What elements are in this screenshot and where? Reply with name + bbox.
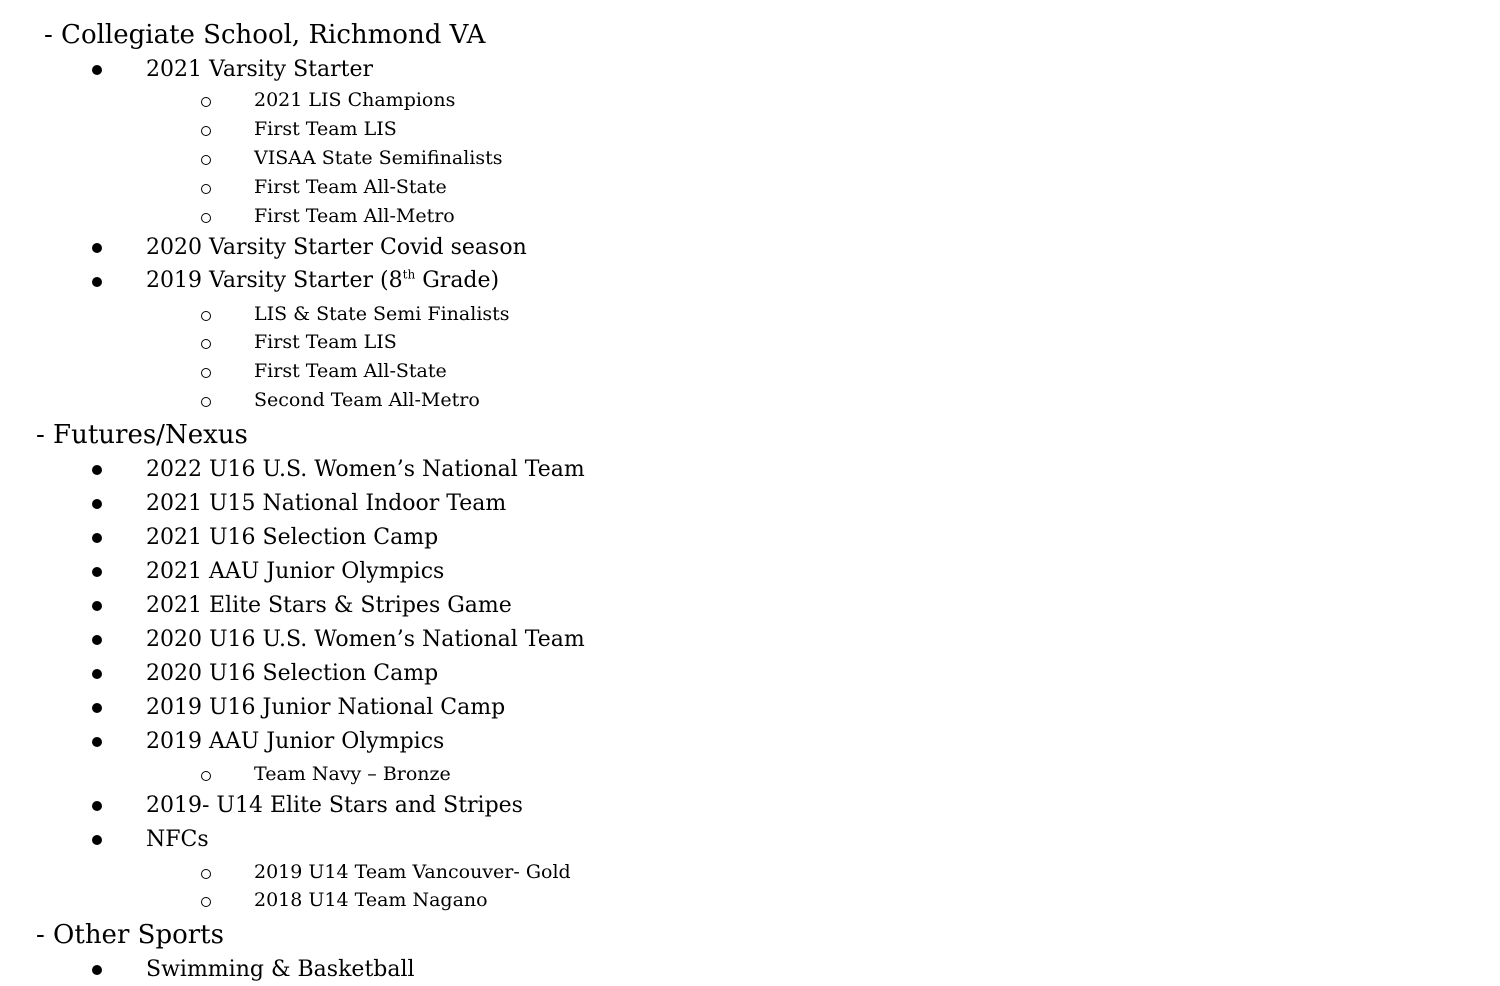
sub-list-item: First Team LIS (254, 331, 397, 353)
section-heading-collegiate: - Collegiate School, Richmond VA (44, 20, 486, 50)
circle-bullet-icon (201, 897, 211, 907)
sub-list-item: 2019 U14 Team Vancouver- Gold (254, 861, 571, 883)
circle-bullet-icon (201, 213, 211, 223)
circle-bullet-icon (201, 771, 211, 781)
circle-bullet-icon (201, 126, 211, 136)
circle-bullet-icon (201, 311, 211, 321)
ordinal-superscript: th (402, 267, 416, 282)
bullet-icon (92, 703, 102, 713)
circle-bullet-icon (201, 368, 211, 378)
list-item-text-after: Grade) (415, 268, 500, 293)
bullet-icon (92, 635, 102, 645)
sub-list-item: 2018 U14 Team Nagano (254, 889, 488, 911)
bullet-icon (92, 465, 102, 475)
list-item: 2020 Varsity Starter Covid season (146, 235, 527, 260)
sub-list-item: First Team All-Metro (254, 205, 455, 227)
sub-list-item: 2021 LIS Champions (254, 89, 456, 111)
list-item: NFCs (146, 827, 209, 852)
bullet-icon (92, 737, 102, 747)
sub-list-item: First Team All-State (254, 176, 447, 198)
bullet-icon (92, 277, 102, 287)
bullet-icon (92, 965, 102, 975)
sub-list-item: Second Team All-Metro (254, 389, 480, 411)
section-heading-other-sports: - Other Sports (36, 920, 224, 950)
section-heading-futures-nexus: - Futures/Nexus (36, 420, 248, 450)
list-item: 2022 U16 U.S. Women’s National Team (146, 457, 585, 482)
list-item: 2020 U16 Selection Camp (146, 661, 439, 686)
bullet-icon (92, 499, 102, 509)
sub-list-item: VISAA State Semifinalists (254, 147, 503, 169)
sub-list-item: Team Navy – Bronze (254, 763, 451, 785)
list-item: 2019- U14 Elite Stars and Stripes (146, 793, 523, 818)
list-item: 2021 AAU Junior Olympics (146, 559, 445, 584)
bullet-icon (92, 601, 102, 611)
list-item: 2021 Elite Stars & Stripes Game (146, 593, 512, 618)
bullet-icon (92, 835, 102, 845)
list-item: 2020 U16 U.S. Women’s National Team (146, 627, 585, 652)
bullet-icon (92, 801, 102, 811)
sub-list-item: First Team All-State (254, 360, 447, 382)
circle-bullet-icon (201, 339, 211, 349)
list-item-text-before: 2019 Varsity Starter (8 (146, 268, 403, 293)
list-item: 2021 U15 National Indoor Team (146, 491, 507, 516)
bullet-icon (92, 65, 102, 75)
circle-bullet-icon (201, 397, 211, 407)
circle-bullet-icon (201, 155, 211, 165)
list-item: Swimming & Basketball (146, 957, 415, 982)
circle-bullet-icon (201, 869, 211, 879)
list-item: 2021 Varsity Starter (146, 57, 373, 82)
bullet-icon (92, 243, 102, 253)
list-item (146, 267, 500, 293)
sub-list-item: LIS & State Semi Finalists (254, 303, 510, 325)
sub-list-item: First Team LIS (254, 118, 397, 140)
bullet-icon (92, 533, 102, 543)
circle-bullet-icon (201, 184, 211, 194)
list-item: 2019 AAU Junior Olympics (146, 729, 445, 754)
list-item: 2019 U16 Junior National Camp (146, 695, 506, 720)
list-item: 2021 U16 Selection Camp (146, 525, 439, 550)
circle-bullet-icon (201, 97, 211, 107)
bullet-icon (92, 669, 102, 679)
bullet-icon (92, 567, 102, 577)
